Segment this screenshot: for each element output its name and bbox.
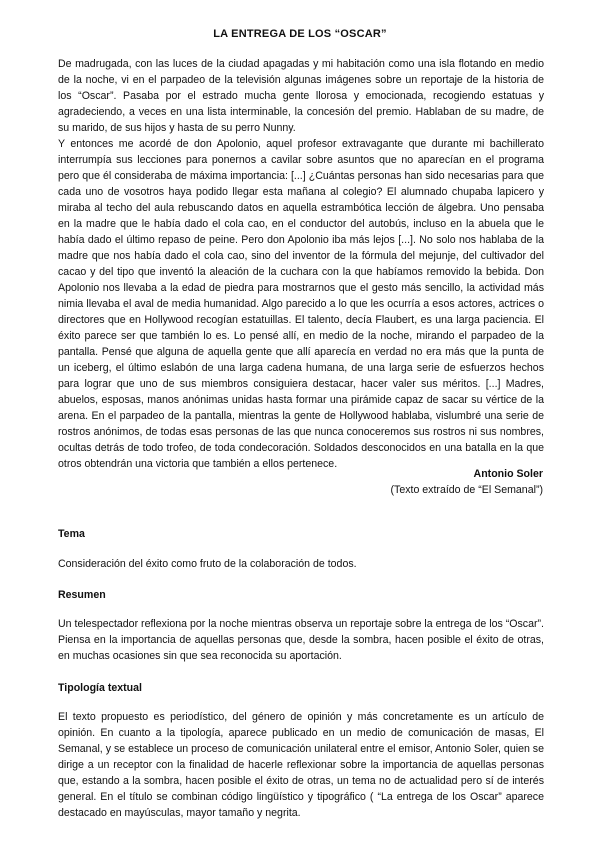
article-title: LA ENTREGA DE LOS “OSCAR”: [213, 28, 387, 40]
author-name: Antonio Soler: [473, 468, 543, 480]
resumen-text: Un telespectador reflexiona por la noche mientras observa un reportaje sobre la entrega de los “Oscar”. Piensa en la importancia de aquellas personas que, desde la sombra, hacen posible el éxito de otras, en muchas ocasiones sin que sea reconocida su aportación.: [58, 618, 544, 662]
resumen-heading: Resumen: [58, 589, 106, 601]
article-body: [58, 56, 544, 472]
source-note: (Texto extraído de “El Semanal”): [390, 484, 543, 496]
tipologia-text: El texto propuesto es periodístico, del género de opinión y más concretamente es un artículo de opinión. En cuanto a la tipología, aparece publicado en un medio de comunicación de masas, El Semanal, y se establece un proceso de comunicación unilateral entre el emisor, Antonio Soler, quien se dirige a un receptor con la finalidad de hacerle reflexionar sobre la importancia de aquellas personas que, estando a la sombra, hacen posible el éxito de otras, un tema no de actualidad pero sí de interés general. En el título se combinan código lingüístico y tipográfico ( “La entrega de los Oscar” aparece destacado en mayúsculas, mayor tamaño y negrita.: [58, 711, 544, 819]
tipologia-heading: Tipología textual: [58, 682, 142, 694]
article-signature: [391, 466, 544, 498]
tema-heading: Tema: [58, 528, 85, 540]
article-paragraph-2: Y entonces me acordé de don Apolonio, aquel profesor extravagante que durante mi bachillerato interrumpía sus lecciones para ponernos a cavilar sobre asuntos que no aparecían en el programa pero que él consideraba de máxima importancia: [...] ¿Cuántas personas han sido necesarias para que cada uno de vosotros haya podido llegar esta mañana al colegio? El alumnado chupaba lapicero y miraba al techo del aula rebuscando datos en aquella estrambótica lección de álgebra. Uno pensaba en la madre que le había dado el cola cao, en el conductor del autobús, incluso en la abuela que le había dado el último repaso de peine. Pero don Apolonio iba más lejos [...]. No solo nos hablaba de la madre que nos había dado el cola cao, sino del inventor de la fórmula del mejunje, del cultivador del cacao y del tipo que inventó la aleación de la cuchara con la que habíamos removido la bebida. Don Apolonio nos llevaba a la edad de piedra para mostrarnos que el gesto más sencillo, la actividad más nimia llevaba el aval de media humanidad. Algo parecido a lo que les ocurría a esos actores, actrices o directores que en Hollywood recogían estatuillas. El talento, decía Flaubert, es una larga paciencia. El éxito parece ser que también lo es. Lo pensé allí, en medio de la noche, mirando el parpadeo de la pantalla. Pensé que alguna de aquella gente que allí aparecía en verdad no era más que la punta de un iceberg, el último eslabón de una larga cadena humana, de una larga serie de esfuerzos hechos para lograr que uno de sus miembros consiguiera destacar, hacer valer sus méritos. [...] Madres, abuelos, esposas, manos anónimas unidas hasta formar una pirámide capaz de sacar su vértice de la arena. En el parpadeo de la pantalla, mientras la gente de Hollywood hablaba, vislumbré una serie de rostros anónimos, de todas esas personas de las que nunca conoceremos sus rostros ni sus nombres, ocultas detrás de todo trofeo, de toda condecoración. Soldados desconocidos en una batalla en la que otros obtendrán una victoria que también a ellos pertenece.: [58, 138, 544, 470]
article-paragraph-1: De madrugada, con las luces de la ciudad apagadas y mi habitación como una isla flotando en medio de la noche, vi en el parpadeo de la televisión algunas imágenes sobre un reportaje de la historia de los “Oscar”. Pasaba por el estrado mucha gente llorosa y emocionada, recogiendo estatuas y agradeciendo, a veces en una lista interminable, la concesión del premio. Hablaban de su madre, de su marido, de sus hijos y hasta de su perro Nunny.: [58, 58, 544, 134]
tema-text: Consideración del éxito como fruto de la colaboración de todos.: [58, 558, 357, 570]
